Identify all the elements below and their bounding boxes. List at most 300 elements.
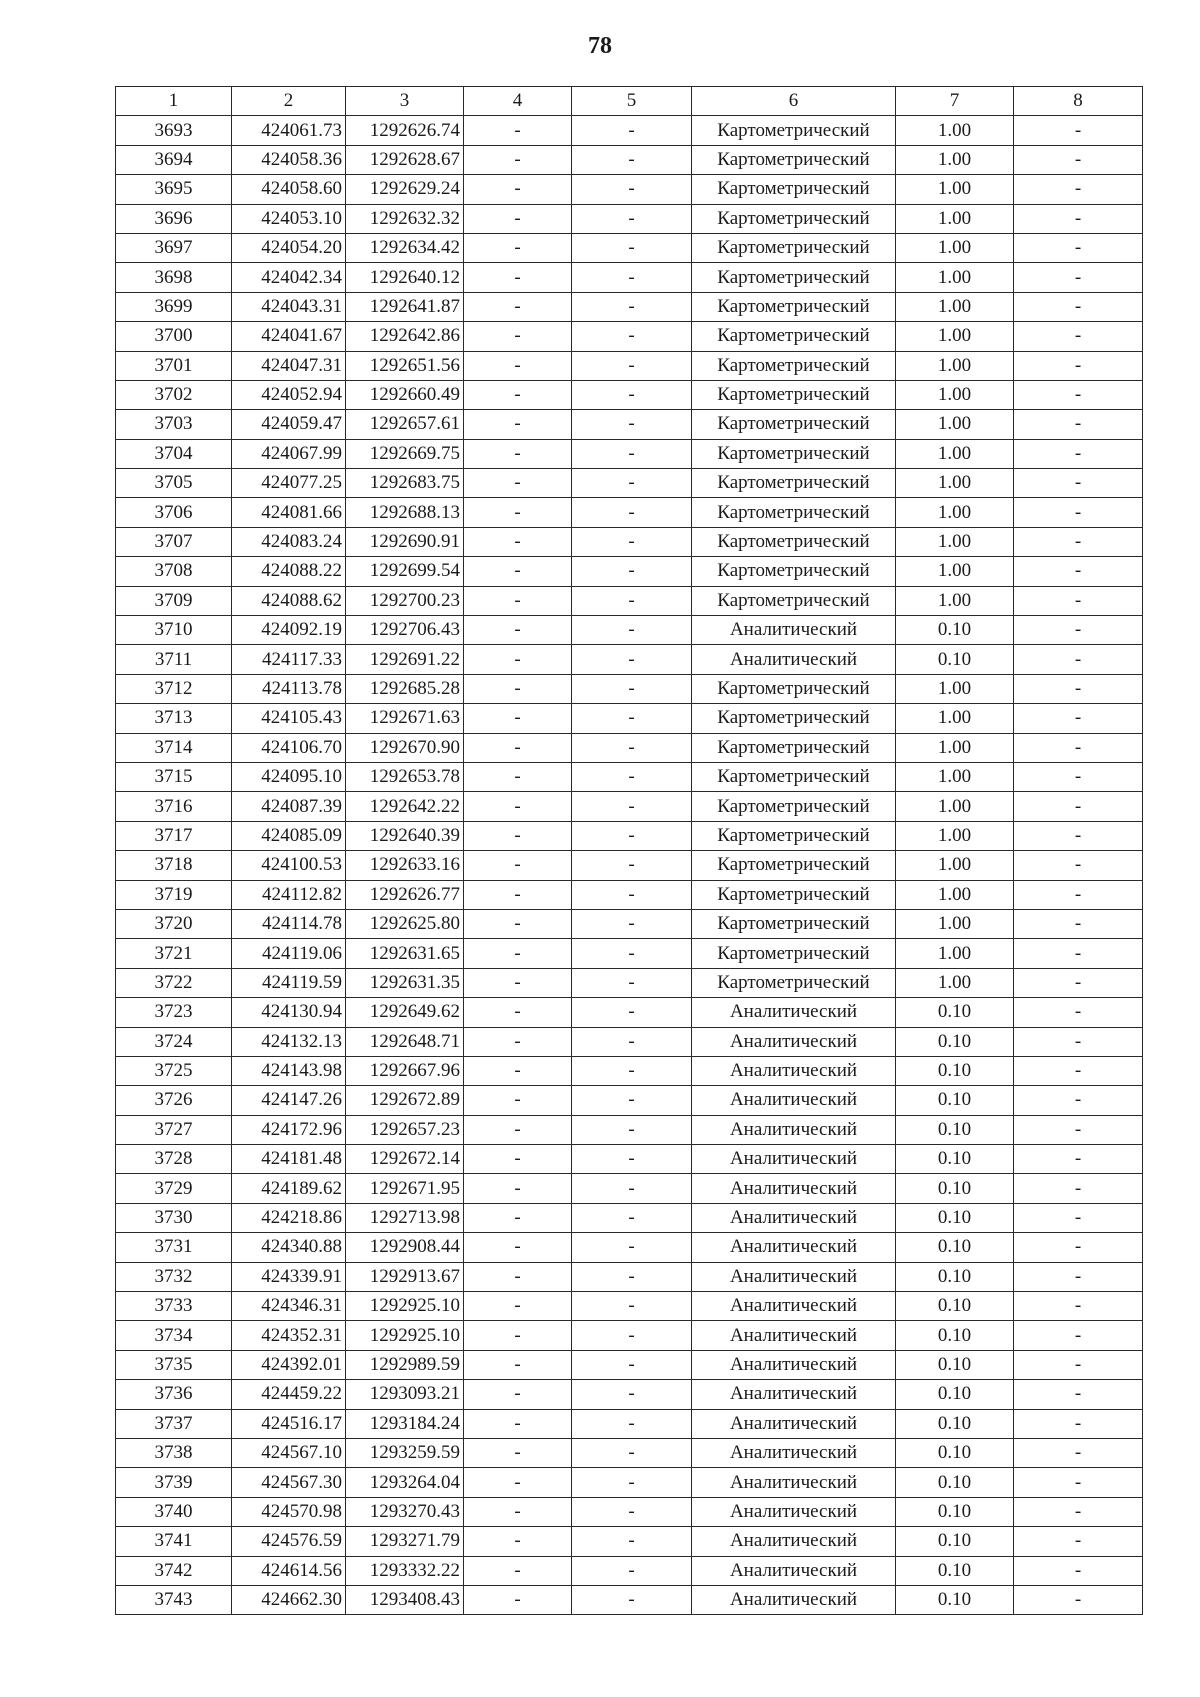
column-5-cell: - (572, 410, 692, 439)
point-number-cell: 3719 (116, 880, 232, 909)
column-5-cell: - (572, 145, 692, 174)
x-coordinate-cell: 424058.36 (232, 145, 346, 174)
accuracy-cell: 0.10 (896, 1380, 1014, 1409)
accuracy-cell: 0.10 (896, 616, 1014, 645)
x-coordinate-cell: 424339.91 (232, 1262, 346, 1291)
column-4-cell: - (464, 116, 572, 145)
column-8-cell: - (1014, 1321, 1143, 1350)
table-row (116, 880, 1143, 909)
accuracy-cell: 0.10 (896, 1321, 1014, 1350)
column-5-cell: - (572, 1262, 692, 1291)
column-5-cell: - (572, 469, 692, 498)
y-coordinate-cell: 1292989.59 (346, 1350, 464, 1379)
x-coordinate-cell: 424662.30 (232, 1585, 346, 1614)
x-coordinate-cell: 424113.78 (232, 674, 346, 703)
accuracy-cell: 0.10 (896, 1174, 1014, 1203)
x-coordinate-cell: 424058.60 (232, 175, 346, 204)
method-cell: Картометрический (692, 410, 896, 439)
method-cell: Аналитический (692, 1086, 896, 1115)
column-5-cell: - (572, 263, 692, 292)
method-cell: Аналитический (692, 1438, 896, 1467)
column-4-cell: - (464, 1262, 572, 1291)
column-4-cell: - (464, 1409, 572, 1438)
accuracy-cell: 0.10 (896, 1115, 1014, 1144)
accuracy-cell: 1.00 (896, 439, 1014, 468)
point-number-cell: 3725 (116, 1056, 232, 1085)
method-cell: Картометрический (692, 233, 896, 262)
table-row (116, 175, 1143, 204)
point-number-cell: 3737 (116, 1409, 232, 1438)
column-8-cell: - (1014, 1262, 1143, 1291)
column-8-cell: - (1014, 1027, 1143, 1056)
table-row (116, 909, 1143, 938)
column-header: 6 (692, 87, 896, 116)
accuracy-cell: 1.00 (896, 939, 1014, 968)
accuracy-cell: 0.10 (896, 1056, 1014, 1085)
y-coordinate-cell: 1292629.24 (346, 175, 464, 204)
column-8-cell: - (1014, 410, 1143, 439)
y-coordinate-cell: 1292908.44 (346, 1233, 464, 1262)
y-coordinate-cell: 1292688.13 (346, 498, 464, 527)
column-4-cell: - (464, 1438, 572, 1467)
column-5-cell: - (572, 909, 692, 938)
y-coordinate-cell: 1292925.10 (346, 1321, 464, 1350)
y-coordinate-cell: 1292667.96 (346, 1056, 464, 1085)
y-coordinate-cell: 1293270.43 (346, 1497, 464, 1526)
column-5-cell: - (572, 674, 692, 703)
point-number-cell: 3736 (116, 1380, 232, 1409)
point-number-cell: 3693 (116, 116, 232, 145)
y-coordinate-cell: 1292925.10 (346, 1292, 464, 1321)
point-number-cell: 3730 (116, 1203, 232, 1232)
column-4-cell: - (464, 233, 572, 262)
column-8-cell: - (1014, 586, 1143, 615)
y-coordinate-cell: 1292641.87 (346, 292, 464, 321)
accuracy-cell: 0.10 (896, 998, 1014, 1027)
column-4-cell: - (464, 204, 572, 233)
point-number-cell: 3732 (116, 1262, 232, 1291)
column-header: 5 (572, 87, 692, 116)
point-number-cell: 3696 (116, 204, 232, 233)
table-row (116, 1468, 1143, 1497)
column-8-cell: - (1014, 733, 1143, 762)
method-cell: Картометрический (692, 116, 896, 145)
x-coordinate-cell: 424459.22 (232, 1380, 346, 1409)
method-cell: Картометрический (692, 469, 896, 498)
accuracy-cell: 1.00 (896, 498, 1014, 527)
y-coordinate-cell: 1293271.79 (346, 1527, 464, 1556)
column-5-cell: - (572, 1438, 692, 1467)
x-coordinate-cell: 424218.86 (232, 1203, 346, 1232)
x-coordinate-cell: 424106.70 (232, 733, 346, 762)
table-row (116, 439, 1143, 468)
table-row (116, 204, 1143, 233)
column-8-cell: - (1014, 762, 1143, 791)
point-number-cell: 3704 (116, 439, 232, 468)
table-row (116, 998, 1143, 1027)
accuracy-cell: 0.10 (896, 1027, 1014, 1056)
y-coordinate-cell: 1292642.86 (346, 322, 464, 351)
column-8-cell: - (1014, 939, 1143, 968)
accuracy-cell: 0.10 (896, 1145, 1014, 1174)
column-8-cell: - (1014, 322, 1143, 351)
column-4-cell: - (464, 1468, 572, 1497)
method-cell: Аналитический (692, 1527, 896, 1556)
column-4-cell: - (464, 1556, 572, 1585)
column-5-cell: - (572, 322, 692, 351)
y-coordinate-cell: 1292628.67 (346, 145, 464, 174)
column-4-cell: - (464, 1233, 572, 1262)
point-number-cell: 3697 (116, 233, 232, 262)
method-cell: Аналитический (692, 645, 896, 674)
table-row (116, 674, 1143, 703)
table-row (116, 469, 1143, 498)
point-number-cell: 3728 (116, 1145, 232, 1174)
column-5-cell: - (572, 762, 692, 791)
x-coordinate-cell: 424053.10 (232, 204, 346, 233)
column-8-cell: - (1014, 704, 1143, 733)
accuracy-cell: 1.00 (896, 322, 1014, 351)
column-header: 4 (464, 87, 572, 116)
table-row (116, 851, 1143, 880)
table-row (116, 145, 1143, 174)
column-5-cell: - (572, 792, 692, 821)
method-cell: Аналитический (692, 1321, 896, 1350)
table-row (116, 1262, 1143, 1291)
table-row (116, 527, 1143, 556)
point-number-cell: 3726 (116, 1086, 232, 1115)
point-number-cell: 3741 (116, 1527, 232, 1556)
point-number-cell: 3695 (116, 175, 232, 204)
column-5-cell: - (572, 175, 692, 204)
column-4-cell: - (464, 1380, 572, 1409)
y-coordinate-cell: 1292670.90 (346, 733, 464, 762)
column-4-cell: - (464, 292, 572, 321)
method-cell: Аналитический (692, 1115, 896, 1144)
y-coordinate-cell: 1292634.42 (346, 233, 464, 262)
column-4-cell: - (464, 1174, 572, 1203)
x-coordinate-cell: 424054.20 (232, 233, 346, 262)
point-number-cell: 3718 (116, 851, 232, 880)
column-8-cell: - (1014, 998, 1143, 1027)
y-coordinate-cell: 1293332.22 (346, 1556, 464, 1585)
column-5-cell: - (572, 968, 692, 997)
point-number-cell: 3702 (116, 380, 232, 409)
column-5-cell: - (572, 1203, 692, 1232)
method-cell: Аналитический (692, 1233, 896, 1262)
point-number-cell: 3698 (116, 263, 232, 292)
x-coordinate-cell: 424061.73 (232, 116, 346, 145)
column-8-cell: - (1014, 674, 1143, 703)
column-header: 2 (232, 87, 346, 116)
y-coordinate-cell: 1293408.43 (346, 1585, 464, 1614)
table-header-row (116, 87, 1143, 116)
column-4-cell: - (464, 792, 572, 821)
method-cell: Аналитический (692, 1556, 896, 1585)
point-number-cell: 3701 (116, 351, 232, 380)
point-number-cell: 3735 (116, 1350, 232, 1379)
column-8-cell: - (1014, 292, 1143, 321)
column-5-cell: - (572, 292, 692, 321)
column-5-cell: - (572, 527, 692, 556)
accuracy-cell: 1.00 (896, 704, 1014, 733)
table-row (116, 733, 1143, 762)
accuracy-cell: 1.00 (896, 116, 1014, 145)
column-8-cell: - (1014, 1527, 1143, 1556)
accuracy-cell: 1.00 (896, 880, 1014, 909)
point-number-cell: 3715 (116, 762, 232, 791)
accuracy-cell: 0.10 (896, 1086, 1014, 1115)
point-number-cell: 3710 (116, 616, 232, 645)
column-4-cell: - (464, 1145, 572, 1174)
table-row (116, 792, 1143, 821)
accuracy-cell: 1.00 (896, 410, 1014, 439)
method-cell: Картометрический (692, 586, 896, 615)
column-4-cell: - (464, 939, 572, 968)
column-5-cell: - (572, 1556, 692, 1585)
x-coordinate-cell: 424130.94 (232, 998, 346, 1027)
x-coordinate-cell: 424077.25 (232, 469, 346, 498)
column-4-cell: - (464, 909, 572, 938)
method-cell: Картометрический (692, 145, 896, 174)
accuracy-cell: 1.00 (896, 175, 1014, 204)
x-coordinate-cell: 424189.62 (232, 1174, 346, 1203)
table-row (116, 616, 1143, 645)
column-8-cell: - (1014, 1115, 1143, 1144)
method-cell: Аналитический (692, 998, 896, 1027)
point-number-cell: 3724 (116, 1027, 232, 1056)
column-8-cell: - (1014, 909, 1143, 938)
accuracy-cell: 0.10 (896, 1438, 1014, 1467)
column-5-cell: - (572, 1497, 692, 1526)
column-4-cell: - (464, 880, 572, 909)
point-number-cell: 3709 (116, 586, 232, 615)
method-cell: Аналитический (692, 1380, 896, 1409)
y-coordinate-cell: 1292672.14 (346, 1145, 464, 1174)
x-coordinate-cell: 424081.66 (232, 498, 346, 527)
column-header: 3 (346, 87, 464, 116)
table-row (116, 116, 1143, 145)
table-row (116, 1380, 1143, 1409)
table-row (116, 968, 1143, 997)
table-row (116, 821, 1143, 850)
column-5-cell: - (572, 1350, 692, 1379)
accuracy-cell: 0.10 (896, 1350, 1014, 1379)
accuracy-cell: 1.00 (896, 968, 1014, 997)
table-row (116, 1145, 1143, 1174)
accuracy-cell: 0.10 (896, 1262, 1014, 1291)
method-cell: Картометрический (692, 792, 896, 821)
y-coordinate-cell: 1292669.75 (346, 439, 464, 468)
column-header: 1 (116, 87, 232, 116)
column-8-cell: - (1014, 645, 1143, 674)
column-5-cell: - (572, 1409, 692, 1438)
y-coordinate-cell: 1292700.23 (346, 586, 464, 615)
point-number-cell: 3712 (116, 674, 232, 703)
table-body (116, 116, 1143, 1615)
point-number-cell: 3708 (116, 557, 232, 586)
method-cell: Аналитический (692, 1203, 896, 1232)
y-coordinate-cell: 1292691.22 (346, 645, 464, 674)
accuracy-cell: 0.10 (896, 1203, 1014, 1232)
column-5-cell: - (572, 1321, 692, 1350)
column-8-cell: - (1014, 1438, 1143, 1467)
column-8-cell: - (1014, 1233, 1143, 1262)
y-coordinate-cell: 1292633.16 (346, 851, 464, 880)
column-4-cell: - (464, 145, 572, 174)
accuracy-cell: 1.00 (896, 821, 1014, 850)
column-5-cell: - (572, 1086, 692, 1115)
column-8-cell: - (1014, 1056, 1143, 1085)
column-5-cell: - (572, 116, 692, 145)
accuracy-cell: 1.00 (896, 469, 1014, 498)
column-5-cell: - (572, 1056, 692, 1085)
column-4-cell: - (464, 968, 572, 997)
x-coordinate-cell: 424041.67 (232, 322, 346, 351)
y-coordinate-cell: 1292657.23 (346, 1115, 464, 1144)
table-row (116, 1556, 1143, 1585)
table-row (116, 762, 1143, 791)
method-cell: Картометрический (692, 380, 896, 409)
column-8-cell: - (1014, 1468, 1143, 1497)
point-number-cell: 3707 (116, 527, 232, 556)
x-coordinate-cell: 424352.31 (232, 1321, 346, 1350)
method-cell: Картометрический (692, 821, 896, 850)
column-5-cell: - (572, 704, 692, 733)
y-coordinate-cell: 1292625.80 (346, 909, 464, 938)
column-4-cell: - (464, 175, 572, 204)
point-number-cell: 3717 (116, 821, 232, 850)
point-number-cell: 3743 (116, 1585, 232, 1614)
point-number-cell: 3721 (116, 939, 232, 968)
column-5-cell: - (572, 557, 692, 586)
x-coordinate-cell: 424092.19 (232, 616, 346, 645)
method-cell: Аналитический (692, 1497, 896, 1526)
column-4-cell: - (464, 762, 572, 791)
x-coordinate-cell: 424112.82 (232, 880, 346, 909)
column-5-cell: - (572, 439, 692, 468)
point-number-cell: 3720 (116, 909, 232, 938)
y-coordinate-cell: 1292699.54 (346, 557, 464, 586)
column-5-cell: - (572, 1145, 692, 1174)
x-coordinate-cell: 424114.78 (232, 909, 346, 938)
point-number-cell: 3723 (116, 998, 232, 1027)
accuracy-cell: 1.00 (896, 527, 1014, 556)
method-cell: Картометрический (692, 674, 896, 703)
y-coordinate-cell: 1293184.24 (346, 1409, 464, 1438)
column-4-cell: - (464, 1321, 572, 1350)
column-4-cell: - (464, 1497, 572, 1526)
column-4-cell: - (464, 557, 572, 586)
column-5-cell: - (572, 1174, 692, 1203)
column-4-cell: - (464, 380, 572, 409)
method-cell: Аналитический (692, 1585, 896, 1614)
point-number-cell: 3699 (116, 292, 232, 321)
table-row (116, 1527, 1143, 1556)
column-4-cell: - (464, 616, 572, 645)
column-8-cell: - (1014, 1145, 1143, 1174)
y-coordinate-cell: 1292631.35 (346, 968, 464, 997)
accuracy-cell: 1.00 (896, 674, 1014, 703)
coordinates-table (115, 86, 1143, 1615)
y-coordinate-cell: 1292653.78 (346, 762, 464, 791)
point-number-cell: 3711 (116, 645, 232, 674)
column-5-cell: - (572, 645, 692, 674)
point-number-cell: 3694 (116, 145, 232, 174)
column-4-cell: - (464, 469, 572, 498)
y-coordinate-cell: 1292706.43 (346, 616, 464, 645)
table-row (116, 939, 1143, 968)
table-row (116, 1585, 1143, 1614)
accuracy-cell: 0.10 (896, 645, 1014, 674)
method-cell: Аналитический (692, 1292, 896, 1321)
column-8-cell: - (1014, 616, 1143, 645)
accuracy-cell: 0.10 (896, 1292, 1014, 1321)
column-8-cell: - (1014, 145, 1143, 174)
column-8-cell: - (1014, 1292, 1143, 1321)
point-number-cell: 3727 (116, 1115, 232, 1144)
column-4-cell: - (464, 1086, 572, 1115)
method-cell: Картометрический (692, 762, 896, 791)
x-coordinate-cell: 424083.24 (232, 527, 346, 556)
point-number-cell: 3713 (116, 704, 232, 733)
x-coordinate-cell: 424576.59 (232, 1527, 346, 1556)
x-coordinate-cell: 424043.31 (232, 292, 346, 321)
y-coordinate-cell: 1292657.61 (346, 410, 464, 439)
column-5-cell: - (572, 586, 692, 615)
table-row (116, 498, 1143, 527)
x-coordinate-cell: 424119.59 (232, 968, 346, 997)
column-8-cell: - (1014, 792, 1143, 821)
x-coordinate-cell: 424614.56 (232, 1556, 346, 1585)
column-5-cell: - (572, 733, 692, 762)
column-8-cell: - (1014, 1174, 1143, 1203)
method-cell: Картометрический (692, 557, 896, 586)
column-4-cell: - (464, 1527, 572, 1556)
column-4-cell: - (464, 1292, 572, 1321)
method-cell: Картометрический (692, 909, 896, 938)
y-coordinate-cell: 1293093.21 (346, 1380, 464, 1409)
accuracy-cell: 1.00 (896, 351, 1014, 380)
column-4-cell: - (464, 674, 572, 703)
x-coordinate-cell: 424346.31 (232, 1292, 346, 1321)
column-8-cell: - (1014, 1350, 1143, 1379)
method-cell: Аналитический (692, 1350, 896, 1379)
table-row (116, 1438, 1143, 1467)
accuracy-cell: 1.00 (896, 380, 1014, 409)
accuracy-cell: 1.00 (896, 586, 1014, 615)
x-coordinate-cell: 424087.39 (232, 792, 346, 821)
column-5-cell: - (572, 1233, 692, 1262)
column-5-cell: - (572, 998, 692, 1027)
x-coordinate-cell: 424392.01 (232, 1350, 346, 1379)
table-row (116, 292, 1143, 321)
column-8-cell: - (1014, 175, 1143, 204)
x-coordinate-cell: 424052.94 (232, 380, 346, 409)
table-row (116, 1350, 1143, 1379)
column-4-cell: - (464, 851, 572, 880)
table-row (116, 1409, 1143, 1438)
point-number-cell: 3714 (116, 733, 232, 762)
table-row (116, 380, 1143, 409)
column-8-cell: - (1014, 557, 1143, 586)
method-cell: Картометрический (692, 527, 896, 556)
column-4-cell: - (464, 586, 572, 615)
column-header: 8 (1014, 87, 1143, 116)
y-coordinate-cell: 1292631.65 (346, 939, 464, 968)
column-8-cell: - (1014, 1585, 1143, 1614)
y-coordinate-cell: 1292683.75 (346, 469, 464, 498)
